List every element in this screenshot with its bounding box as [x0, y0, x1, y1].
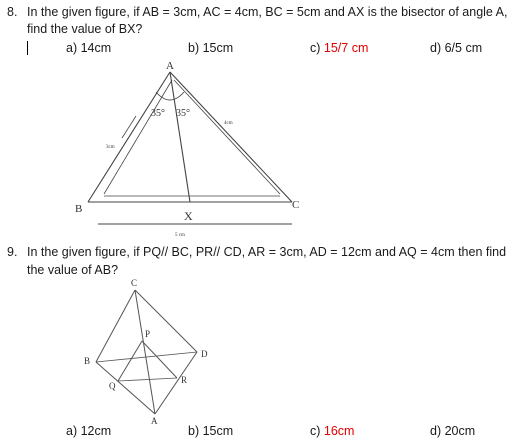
- question-8-text-line2: find the value of BX?: [27, 22, 143, 36]
- option-label: d): [430, 424, 442, 438]
- question-9-number: 9.: [7, 245, 18, 259]
- option-label: b): [188, 41, 200, 55]
- vertex-x-label: X: [184, 209, 193, 223]
- vertex-a-label-q9: A: [151, 416, 158, 426]
- option-label: d): [430, 41, 442, 55]
- option-label: c): [310, 424, 321, 438]
- angle-label-right: 35°: [176, 108, 190, 119]
- question-9-option-c: [310, 424, 354, 438]
- question-9-option-b: [188, 424, 233, 438]
- option-value: 15cm: [202, 41, 234, 55]
- vertex-p-label-q9: P: [145, 329, 151, 339]
- segment-pr: [142, 341, 177, 378]
- side-ac-label: 4cm: [224, 121, 233, 126]
- angle-label-left: 35°: [151, 108, 165, 119]
- question-8-number: 8.: [7, 5, 18, 19]
- option-value: 14cm: [80, 41, 112, 55]
- side-bc-label: 5 cm: [175, 233, 185, 238]
- vertex-c-label-q9: C: [131, 278, 138, 288]
- question-8-text-line1: In the given figure, if AB = 3cm, AC = 4cm, BC = 5cm and AX is the bisector of angle A,: [27, 5, 508, 19]
- option-value: 20cm: [444, 424, 476, 438]
- question-9-text-line1: In the given figure, if PQ// BC, PR// CD, AR = 3cm, AD = 12cm and AQ = 4cm then find: [27, 245, 507, 259]
- option-value: 15/7 cm: [323, 41, 369, 55]
- vertex-c-label: C: [292, 199, 300, 211]
- option-label: b): [188, 424, 200, 438]
- side-cb: [96, 290, 135, 362]
- option-value: 15cm: [202, 424, 234, 438]
- option-label: c): [310, 41, 321, 55]
- side-ba: [96, 362, 155, 414]
- option-value: 16cm: [323, 424, 355, 438]
- vertex-d-label-q9: D: [201, 349, 208, 359]
- option-value: 6/5 cm: [444, 41, 483, 55]
- vertex-q-label-q9: Q: [109, 381, 116, 391]
- side-ab-label: 3cm: [106, 145, 115, 150]
- question-9-option-d: [430, 424, 475, 438]
- segment-pq: [118, 341, 142, 381]
- side-cd: [135, 290, 197, 352]
- question-9-option-a: [66, 424, 111, 438]
- option-label: a): [66, 424, 78, 438]
- option-value: 12cm: [80, 424, 112, 438]
- vertex-r-label-q9: R: [181, 375, 188, 385]
- vertex-b-label-q9: B: [84, 356, 91, 366]
- vertex-a-label: A: [166, 60, 174, 72]
- option-label: a): [66, 41, 78, 55]
- question-9-text-line2: the value of AB?: [27, 263, 119, 277]
- vertex-b-label: B: [75, 203, 83, 215]
